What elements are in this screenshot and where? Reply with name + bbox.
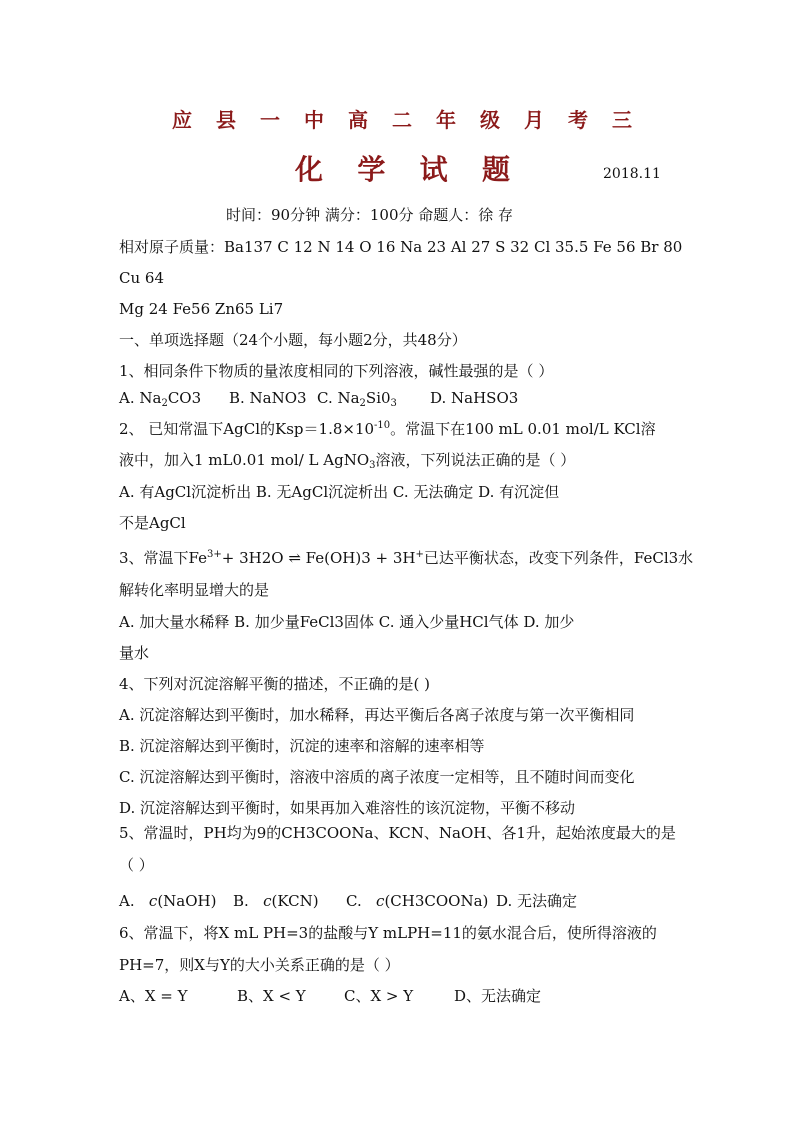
title-char: 二	[392, 108, 412, 132]
question-6-stem-line2: PH=7，则X与Y的大小关系正确的是（ ）	[119, 956, 400, 974]
atomic-masses-line1: 相对原子质量：Ba137 C 12 N 14 O 16 Na 23 Al 27 S 32 Cl 35.5 Fe 56 Br 80	[119, 238, 683, 256]
subject-char: 化	[295, 153, 324, 186]
option-a: A、X = Y	[119, 987, 188, 1005]
option-b: B. NaNO3	[229, 389, 307, 407]
question-4-option-a: A. 沉淀溶解达到平衡时，加水稀释，再达平衡后各离子浓度与第一次平衡相同	[119, 706, 635, 724]
option-c: C、X > Y	[344, 987, 414, 1005]
option-a: A. $Na_2CO3$	[119, 389, 202, 409]
section-title: 一、单项选择题（24个小题，每小题2分，共48分）	[119, 331, 467, 349]
title-char: 考	[568, 108, 588, 132]
exam-date: 2018.11	[603, 166, 661, 182]
option-b: B. c(KCN)	[233, 892, 319, 910]
subject-char: 试	[419, 153, 448, 186]
question-3-options-line2: 量水	[119, 644, 150, 662]
title-char: 高	[348, 108, 368, 132]
question-3-stem-line2: 解转化率明显增大的是	[119, 581, 270, 599]
option-a: A. c(NaOH)	[119, 892, 217, 910]
school-exam-title	[172, 104, 632, 133]
question-4-option-c: C. 沉淀溶解达到平衡时，溶液中溶质的离子浓度一定相等，且不随时间而变化	[119, 768, 635, 786]
question-2-options-line2: 不是AgCl	[119, 514, 186, 532]
question-5-stem-line2: （ ）	[119, 856, 154, 874]
exam-meta: 时间：90分钟 满分：100分 命题人：徐 存	[226, 206, 514, 224]
subject-char: 学	[357, 153, 386, 186]
option-c: C. $Na_2Si0_3$	[317, 389, 397, 409]
title-char: 年	[436, 108, 456, 132]
question-2-options: A. 有AgCl沉淀析出 B. 无AgCl沉淀析出 C. 无法确定 D. 有沉淀但	[119, 483, 560, 501]
question-2-stem: 2、 已知常温下AgCl的$Ksp=1.8\times 10^{-10}$。常温下在100 mL 0.01 mol/L KCl溶	[119, 420, 656, 438]
question-5-options	[119, 891, 577, 911]
title-char: 三	[612, 108, 632, 132]
atomic-masses-line2: Cu 64	[119, 269, 164, 287]
atomic-masses-line3: Mg 24 Fe56 Zn65 Li7	[119, 300, 284, 318]
question-6-stem: 6、常温下，将X mL PH=3的盐酸与Y mLPH=11的氨水混合后，使所得溶液的	[119, 924, 657, 942]
question-4-stem: 4、下列对沉淀溶解平衡的描述，不正确的是( )	[119, 675, 431, 693]
question-5-stem: 5、常温时，PH均为9的CH3COONa、KCN、NaOH、各1升，起始浓度最大的是	[119, 824, 676, 842]
question-1-options	[119, 388, 518, 408]
question-1-stem: 1、相同条件下物质的量浓度相同的下列溶液，碱性最强的是（ ）	[119, 362, 554, 380]
title-char: 一	[260, 108, 280, 132]
question-4-option-b: B. 沉淀溶解达到平衡时，沉淀的速率和溶解的速率相等	[119, 737, 485, 755]
title-char: 月	[524, 108, 544, 132]
option-c: C. c(CH3COONa)	[346, 892, 489, 910]
title-char: 级	[480, 108, 500, 132]
subject-title	[295, 148, 510, 188]
title-char: 中	[304, 108, 324, 132]
question-2-stem-line2: 液中，加入1 mL0.01 mol/ L AgNO$_3$溶液，下列说法正确的是（ ）	[119, 451, 576, 471]
option-d: D. 无法确定	[496, 892, 578, 910]
option-d: D、无法确定	[454, 987, 542, 1005]
title-char: 应	[172, 108, 192, 132]
title-char: 县	[216, 108, 236, 132]
subject-char: 题	[481, 153, 510, 186]
question-6-options	[119, 986, 541, 1006]
question-3-stem: 3、常温下$Fe^{3+}+ 3H2O$ ⇌ Fe(OH)3 + 3H+已达平衡状态，改变下列条件，FeCl3水	[119, 549, 694, 567]
option-b: B、X < Y	[237, 987, 306, 1005]
option-d: D. NaHSO3	[430, 389, 519, 407]
question-4-option-d: D. 沉淀溶解达到平衡时，如果再加入难溶性的该沉淀物，平衡不移动	[119, 799, 576, 817]
question-3-options: A. 加大量水稀释 B. 加少量FeCl3固体 C. 通入少量HCl气体 D. 加少	[119, 613, 575, 631]
